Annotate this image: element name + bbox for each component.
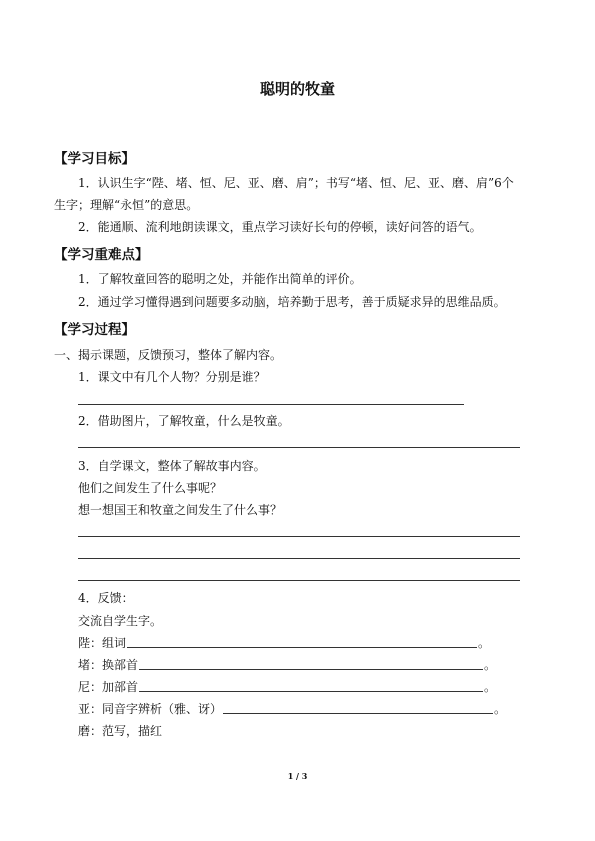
exercise-row <box>78 678 496 695</box>
key-points-heading: 【学习重难点】 <box>54 247 149 263</box>
question-2: 2．借助图片，了解牧童，什么是牧童。 <box>78 414 290 428</box>
answer-line-q1[interactable] <box>78 404 464 405</box>
exercise-end: 。 <box>484 658 497 672</box>
goals-item-1-line-2: 生字；理解“永恒”的意思。 <box>54 198 199 212</box>
exercise-end: 。 <box>494 702 507 716</box>
key-points-item-2: 2．通过学习懂得遇到问题要多动脑，培养勤于思考，善于质疑求异的思维品质。 <box>78 295 506 309</box>
exercise-row <box>78 634 490 651</box>
exercise-blank[interactable] <box>127 635 477 648</box>
question-3-sub-2: 想一想国王和牧童之间发生了什么事？ <box>78 503 283 517</box>
process-heading: 【学习过程】 <box>54 322 135 338</box>
question-4: 4．反馈： <box>78 591 134 605</box>
exercise-blank[interactable] <box>139 657 483 670</box>
answer-line-q3-1[interactable] <box>78 536 520 537</box>
answer-line-q3-3[interactable] <box>78 580 520 581</box>
exercise-label: 亚：同音字辨析（雅、讶） <box>78 702 223 716</box>
process-part-1: 一、揭示课题，反馈预习，整体了解内容。 <box>54 348 283 362</box>
exercise-label: 陛：组词 <box>78 636 127 650</box>
page-number: 1 / 3 <box>287 771 308 781</box>
exercise-end: 。 <box>478 636 491 650</box>
goals-item-1-line-1: 1．认识生字“陛、堵、恒、尼、亚、磨、肩”；书写“堵、恒、尼、亚、磨、肩”6个 <box>78 176 514 190</box>
key-points-item-1: 1．了解牧童回答的聪明之处，并能作出简单的评价。 <box>78 272 362 286</box>
question-1: 1．课文中有几个人物？分别是谁？ <box>78 370 266 384</box>
exercise-blank[interactable] <box>223 701 493 714</box>
question-3: 3．自学课文，整体了解故事内容。 <box>78 459 266 473</box>
exercise-blank[interactable] <box>139 679 483 692</box>
page-title: 聪明的牧童 <box>259 80 335 98</box>
question-4-intro: 交流自学生字。 <box>78 614 163 628</box>
exercise-label: 尼：加部首 <box>78 680 139 694</box>
goals-heading: 【学习目标】 <box>54 151 135 167</box>
answer-line-q2[interactable] <box>78 447 520 448</box>
answer-line-q3-2[interactable] <box>78 558 520 559</box>
question-3-sub-1: 他们之间发生了什么事呢？ <box>78 481 223 495</box>
exercise-row <box>78 656 496 673</box>
exercise-end: 。 <box>484 680 497 694</box>
goals-item-2: 2．能通顺、流利地朗读课文，重点学习读好长句的停顿，读好问答的语气。 <box>78 220 482 234</box>
exercise-label: 堵：换部首 <box>78 658 139 672</box>
last-exercise: 磨：范写，描红 <box>78 724 163 738</box>
exercise-row <box>78 700 506 717</box>
